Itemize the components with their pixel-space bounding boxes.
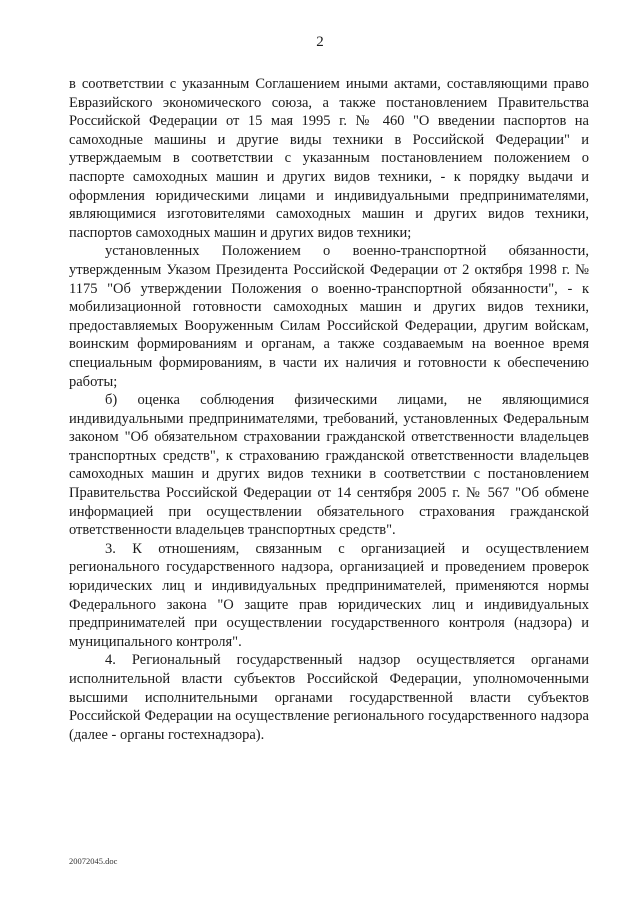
document-body: [69, 75, 589, 744]
paragraph-military-transport: установленных Положением о военно-транспортной обязанности, утвержденным Указом Президента Российской Федерации от 2 октября 1998 г. № 1175 "Об утверждении Положения о военно-транспортной обязанности", - к мобилизационной готовности самоходных машин и других видов техники, предоставляемых Вооруженным Силам Российской Федерации, другим войскам, воинским формированиям и органам, а также создаваемым на военное время специальным формированиям, в части их наличия и готовности к обеспечению работы;: [69, 243, 589, 390]
paragraph-insurance-assessment: б) оценка соблюдения физическими лицами, не являющимися индивидуальными предпринимателями, требований, установленных Федеральным законом "Об обязательном страховании гражданской ответственности владельцев транспортных средств", к страхованию гражданской ответственности владельцев самоходных машин и других видов техники в соответствии с постановлением Правительства Российской Федерации от 14 сентября 2005 г. № 567 "Об обмене информацией при осуществлении обязательного страхования гражданской ответственности владельцев транспортных средств".: [69, 392, 589, 539]
page-number: 2: [316, 34, 324, 50]
footer-filename: 20072045.doc: [69, 856, 118, 866]
paragraph-item-4: 4. Региональный государственный надзор осуществляется органами исполнительной власти субъектов Российской Федерации, уполномоченными высшими исполнительными органами государственной власти субъектов Российской Федерации на осуществление регионального государственного надзора (далее - органы гостехнадзора).: [69, 652, 589, 743]
paragraph-item-3: 3. К отношениям, связанным с организацией и осуществлением регионального государственного надзора, организацией и проведением проверок юридических лиц и индивидуальных предпринимателей, применяются нормы Федерального закона "О защите прав юридических лиц и индивидуальных предпринимателей при осуществлении государственного контроля (надзора) и муниципального контроля".: [69, 540, 589, 650]
paragraph-continuation: в соответствии с указанным Соглашением иными актами, составляющими право Евразийского экономического союза, а также постановлением Правительства Российской Федерации от 15 мая 1995 г. № 460 "О введении паспортов на самоходные машины и другие виды техники в Российской Федерации" и утверждаемым в соответствии с указанным постановлением положением о паспорте самоходных машин и других видов техники, - к порядку выдачи и оформления юридическими лицами и индивидуальными предпринимателями, являющимися изготовителями самоходных машин и других видов техники, паспортов самоходных машин и других видов техники;: [69, 76, 589, 241]
